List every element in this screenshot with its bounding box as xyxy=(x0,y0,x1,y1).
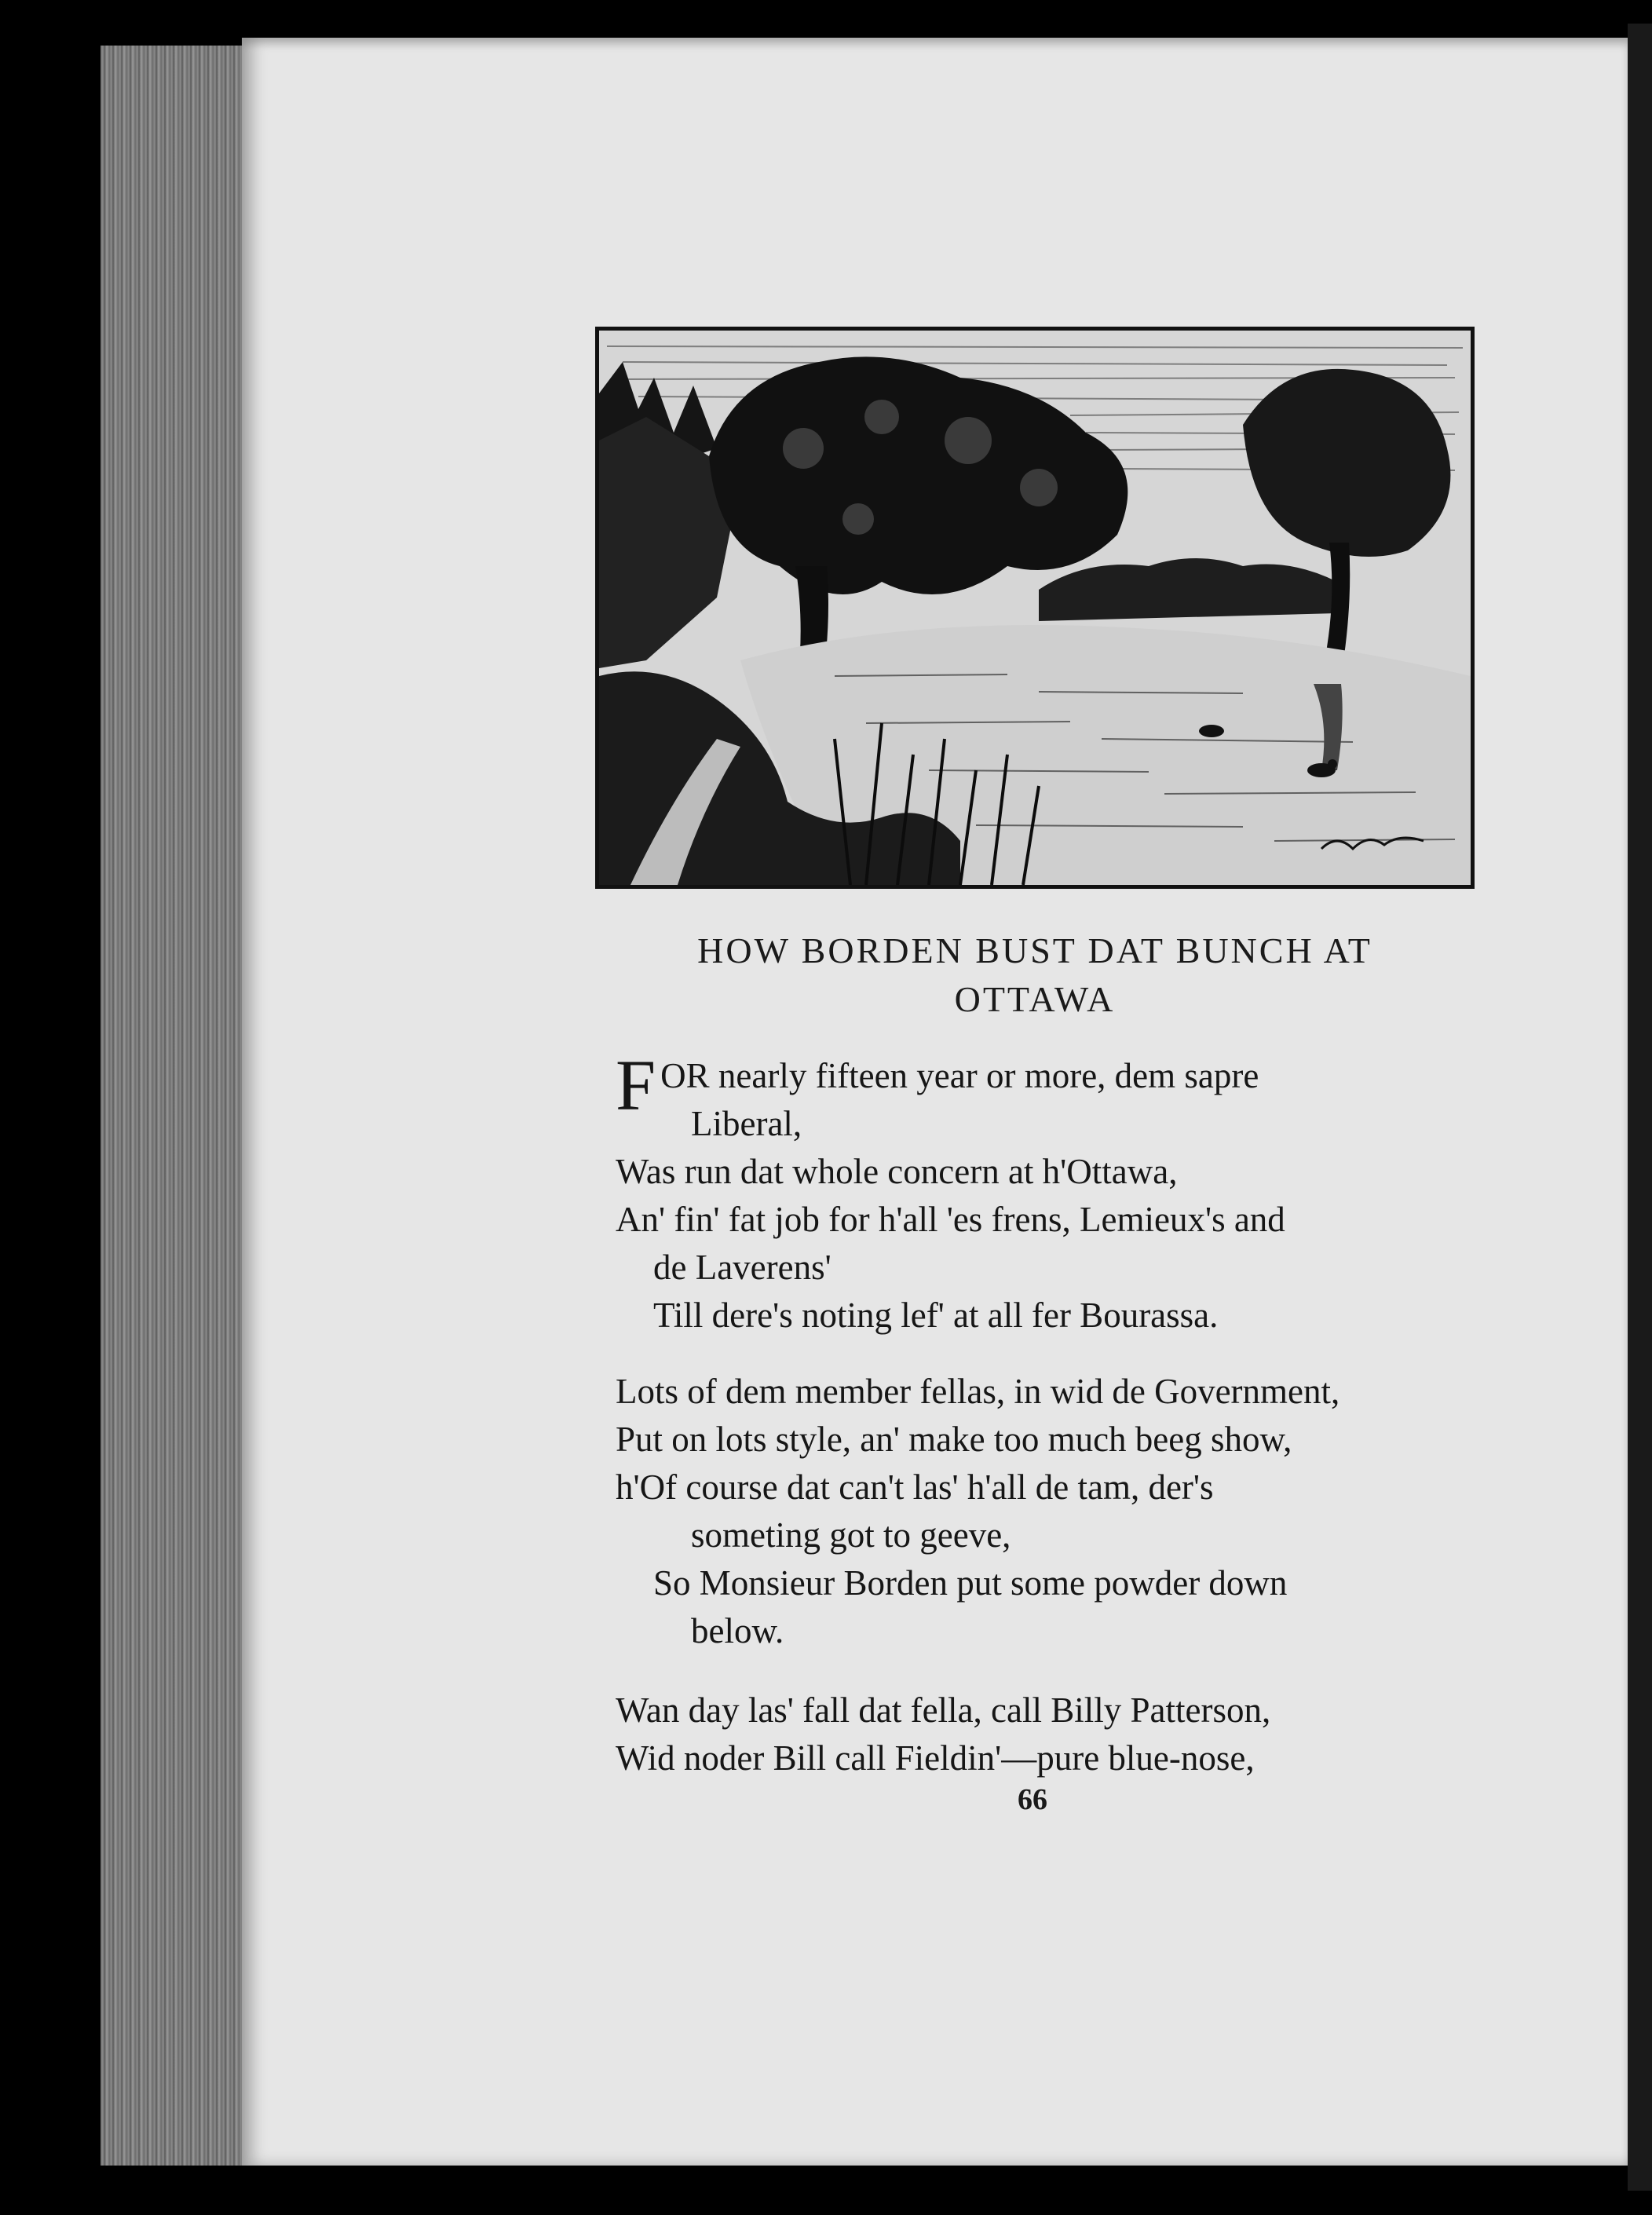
poem-line: Wid noder Bill call Fieldin'—pure blue-nose, xyxy=(616,1738,1255,1778)
poem-line: So Monsieur Borden put some powder down xyxy=(653,1563,1288,1603)
poem-title xyxy=(595,927,1475,1024)
poem-line: de Laverens' xyxy=(653,1248,831,1287)
poem-line: below. xyxy=(691,1611,784,1650)
poem-line: An' fin' fat job for h'all 'es frens, Lemieux's and xyxy=(616,1200,1285,1239)
poem-line: Wan day las' fall dat fella, call Billy Patterson, xyxy=(616,1690,1271,1730)
stanza-1 xyxy=(616,1045,1456,1340)
poem-line-text: OR nearly fifteen year or more, dem sapre xyxy=(660,1056,1259,1095)
poem-line: Till dere's noting lef' at all fer Bourassa. xyxy=(653,1296,1219,1335)
drop-cap: F xyxy=(616,1045,656,1125)
poem-line: someting got to geeve, xyxy=(691,1515,1011,1555)
poem-line: h'Of course dat can't las' h'all de tam, der's xyxy=(616,1468,1214,1507)
stanza-2 xyxy=(616,1368,1456,1655)
stanza-3 xyxy=(616,1687,1456,1782)
poem-title-line-2: OTTAWA xyxy=(954,979,1116,1019)
page-number: 66 xyxy=(1018,1783,1047,1816)
poem-line: Lots of dem member fellas, in wid de Government, xyxy=(616,1372,1340,1411)
engraving-image xyxy=(599,331,1471,885)
poem-line: Liberal, xyxy=(691,1104,802,1143)
poem-line: Put on lots style, an' make too much beeg show, xyxy=(616,1420,1292,1459)
poem-line: Was run dat whole concern at h'Ottawa, xyxy=(616,1152,1178,1191)
poem-title-line-1: HOW BORDEN BUST DAT BUNCH AT xyxy=(697,930,1372,970)
page-edges xyxy=(101,46,258,2166)
book-binding-edge xyxy=(1628,24,1652,2191)
river-landscape-illustration xyxy=(595,327,1475,889)
